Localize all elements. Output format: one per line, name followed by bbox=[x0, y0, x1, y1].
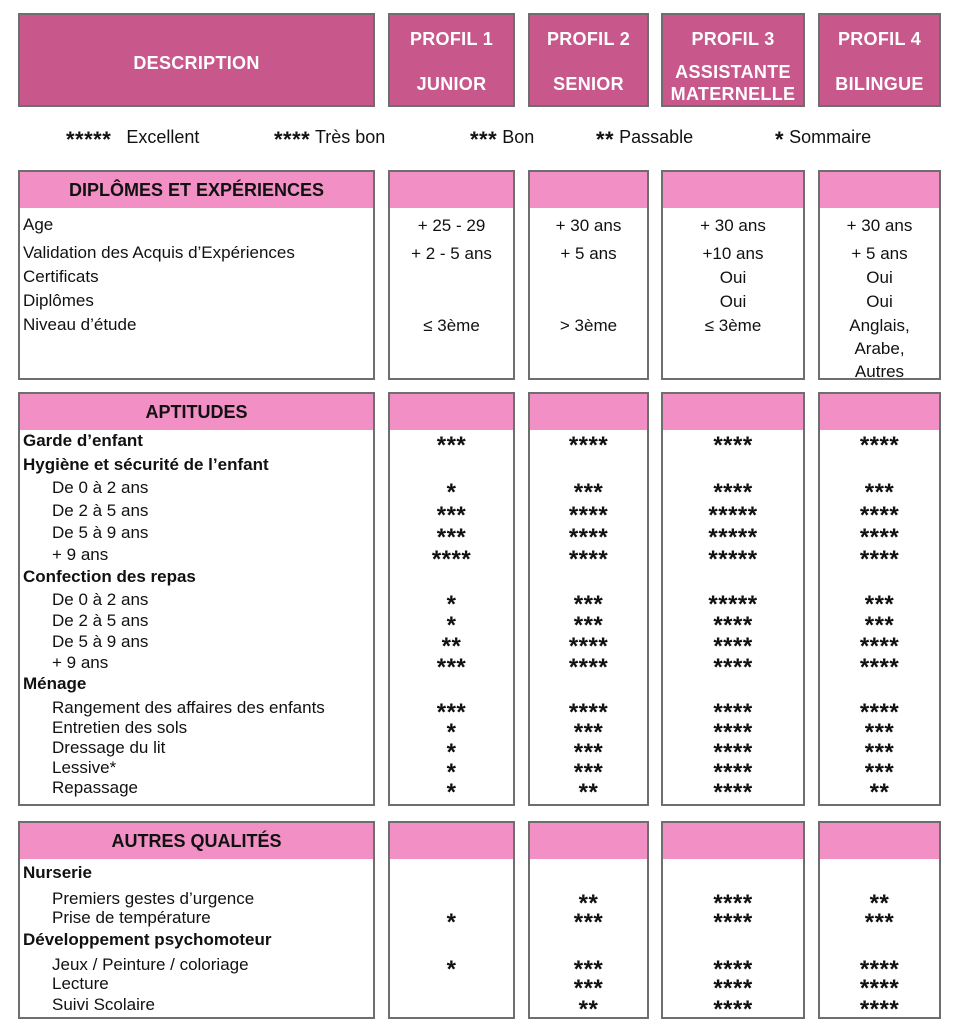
row-label-nurserie: Nurserie bbox=[23, 863, 92, 882]
rating-stars: ** bbox=[869, 890, 890, 917]
row-label-validation-des-acquis-d-experiences: Validation des Acquis d’Expériences bbox=[23, 243, 295, 262]
rating-stars: ** bbox=[578, 890, 599, 917]
profile-value: + 30 ans bbox=[700, 216, 766, 235]
section-header-bar bbox=[663, 172, 803, 208]
rating-stars: * bbox=[446, 479, 457, 506]
profile-1-header bbox=[388, 13, 515, 107]
rating-stars: ** bbox=[869, 779, 890, 806]
rating-stars: ***** bbox=[708, 502, 758, 529]
description-header bbox=[18, 13, 375, 107]
rating-stars: **** bbox=[859, 432, 900, 459]
row-label-premiers-gestes-d-urgence: Premiers gestes d’urgence bbox=[52, 889, 255, 908]
profile-subtitle: JUNIOR bbox=[416, 74, 487, 94]
rating-stars: *** bbox=[573, 759, 604, 786]
rating-stars: *** bbox=[864, 591, 895, 618]
rating-stars: **** bbox=[859, 633, 900, 660]
profile-value: + 2 - 5 ans bbox=[411, 244, 492, 263]
rating-stars: * bbox=[446, 719, 457, 746]
rating-stars: ** bbox=[578, 779, 599, 806]
legend-stars: ** bbox=[596, 127, 615, 152]
rating-stars: **** bbox=[568, 546, 609, 573]
profile-4-header bbox=[818, 13, 941, 107]
rating-stars: **** bbox=[713, 633, 753, 660]
profile-subtitle: ASSISTANTE bbox=[675, 62, 791, 82]
row-label-garde-d-enfant: Garde d’enfant bbox=[23, 431, 143, 450]
rating-stars: **** bbox=[568, 524, 609, 551]
rating-stars: **** bbox=[713, 739, 753, 766]
description-header-label: DESCRIPTION bbox=[133, 53, 260, 73]
section-profile-2-panel bbox=[528, 170, 649, 380]
rating-stars: **** bbox=[713, 612, 753, 639]
row-label-age: Age bbox=[23, 215, 54, 234]
rating-stars: * bbox=[446, 591, 457, 618]
row-label-lessive: Lessive* bbox=[52, 758, 117, 777]
row-label-certificats: Certificats bbox=[23, 267, 99, 286]
rating-stars: *** bbox=[864, 479, 895, 506]
rating-stars: ***** bbox=[708, 591, 758, 618]
rating-stars: *** bbox=[573, 612, 604, 639]
rating-stars: **** bbox=[713, 479, 753, 506]
row-label-de-2-a-5-ans: De 2 à 5 ans bbox=[52, 501, 149, 520]
profile-title: PROFIL 2 bbox=[546, 29, 631, 49]
profile-value: ≤ 3ème bbox=[423, 316, 480, 335]
profile-value: Autres bbox=[854, 362, 905, 381]
legend-stars: **** bbox=[274, 127, 311, 152]
rating-stars: **** bbox=[568, 432, 609, 459]
profile-value: + 30 ans bbox=[555, 216, 622, 235]
legend-stars: *** bbox=[470, 127, 498, 152]
row-label-developpement-psychomoteur: Développement psychomoteur bbox=[23, 930, 272, 949]
rating-stars: *** bbox=[436, 654, 467, 681]
rating-stars: *** bbox=[573, 956, 604, 983]
rating-stars: * bbox=[446, 739, 457, 766]
row-label-lecture: Lecture bbox=[52, 974, 109, 993]
section-header-bar bbox=[530, 823, 647, 859]
rating-stars: *** bbox=[573, 975, 604, 1002]
profile-3-header bbox=[661, 13, 805, 107]
rating-stars: *** bbox=[436, 502, 467, 529]
section-header-bar bbox=[390, 394, 513, 430]
row-label-prise-de-temperature: Prise de température bbox=[52, 908, 211, 927]
rating-stars: *** bbox=[436, 699, 467, 726]
rating-stars: **** bbox=[859, 956, 900, 983]
profile-title: PROFIL 4 bbox=[837, 29, 922, 49]
rating-stars: **** bbox=[859, 996, 900, 1023]
row-label-niveau-d-etude: Niveau d’étude bbox=[23, 315, 137, 334]
profile-subtitle: SENIOR bbox=[553, 74, 624, 94]
row-label-menage: Ménage bbox=[23, 674, 87, 693]
rating-stars: *** bbox=[573, 591, 604, 618]
rating-stars: * bbox=[446, 759, 457, 786]
profile-value: + 5 ans bbox=[560, 244, 617, 263]
rating-stars: * bbox=[446, 779, 457, 806]
rating-stars: **** bbox=[568, 633, 609, 660]
profile-value: Anglais, bbox=[849, 316, 910, 335]
rating-stars: * bbox=[446, 909, 457, 936]
profile-title: PROFIL 3 bbox=[691, 29, 775, 49]
legend-stars: * bbox=[775, 127, 785, 152]
section-header-bar bbox=[820, 823, 939, 859]
section-header-bar bbox=[820, 172, 939, 208]
legend-label: Sommaire bbox=[789, 127, 872, 147]
rating-stars: **** bbox=[713, 956, 753, 983]
legend-label: Bon bbox=[502, 127, 535, 147]
rating-stars: **** bbox=[568, 654, 609, 681]
profile-value: Oui bbox=[866, 268, 893, 287]
rating-stars: ** bbox=[578, 996, 599, 1023]
rating-stars: **** bbox=[859, 546, 900, 573]
row-label-jeux-peinture-coloriage: Jeux / Peinture / coloriage bbox=[52, 955, 249, 974]
rating-stars: **** bbox=[568, 699, 609, 726]
section-header-bar bbox=[820, 394, 939, 430]
rating-stars: ***** bbox=[708, 524, 758, 551]
rating-stars: *** bbox=[436, 432, 467, 459]
rating-stars: *** bbox=[573, 479, 604, 506]
rating-stars: **** bbox=[713, 996, 753, 1023]
rating-stars: **** bbox=[713, 719, 753, 746]
row-label-de-0-a-2-ans: De 0 à 2 ans bbox=[52, 590, 149, 609]
rating-stars: *** bbox=[864, 759, 895, 786]
rating-stars: *** bbox=[864, 612, 895, 639]
section-header-bar bbox=[663, 823, 803, 859]
rating-stars: ** bbox=[441, 633, 462, 660]
profile-value: +10 ans bbox=[702, 244, 764, 263]
rating-stars: **** bbox=[713, 654, 753, 681]
legend-item-sommaire bbox=[775, 127, 871, 153]
profile-value: ≤ 3ème bbox=[704, 316, 762, 335]
section-header-bar bbox=[530, 394, 647, 430]
row-label-hygiene-et-securite-de-l-enfant: Hygiène et sécurité de l’enfant bbox=[23, 455, 269, 474]
row-label-9-ans: + 9 ans bbox=[52, 545, 109, 564]
rating-stars: **** bbox=[713, 779, 753, 806]
profile-2-header bbox=[528, 13, 649, 107]
row-label-de-0-a-2-ans: De 0 à 2 ans bbox=[52, 478, 149, 497]
row-label-suivi-scolaire: Suivi Scolaire bbox=[52, 995, 155, 1014]
row-label-entretien-des-sols: Entretien des sols bbox=[52, 718, 188, 737]
row-label-de-5-a-9-ans: De 5 à 9 ans bbox=[52, 523, 149, 542]
rating-stars: * bbox=[446, 956, 457, 983]
rating-stars: **** bbox=[713, 909, 753, 936]
profile-value: Oui bbox=[866, 292, 893, 311]
legend-stars: ***** bbox=[66, 127, 112, 152]
rating-stars: *** bbox=[573, 909, 604, 936]
rating-stars: **** bbox=[859, 502, 900, 529]
legend-label: Très bon bbox=[314, 127, 386, 147]
rating-stars: *** bbox=[864, 909, 895, 936]
legend-label: Passable bbox=[619, 127, 694, 147]
rating-stars: ***** bbox=[708, 546, 758, 573]
profile-value: Oui bbox=[719, 268, 747, 287]
row-label-repassage: Repassage bbox=[52, 778, 139, 797]
legend-item-bon bbox=[470, 127, 534, 153]
profile-value: > 3ème bbox=[559, 316, 618, 335]
legend-item-excellent bbox=[66, 127, 199, 153]
section-header-bar bbox=[390, 172, 513, 208]
row-label-9-ans: + 9 ans bbox=[52, 653, 109, 672]
rating-stars: **** bbox=[568, 502, 609, 529]
legend-item-tres-bon bbox=[274, 127, 385, 153]
rating-stars: **** bbox=[859, 975, 900, 1002]
rating-stars: *** bbox=[573, 739, 604, 766]
rating-stars: **** bbox=[859, 524, 900, 551]
rating-stars: **** bbox=[713, 890, 753, 917]
section-title: DIPLÔMES ET EXPÉRIENCES bbox=[68, 180, 325, 200]
profile-value: Arabe, bbox=[854, 339, 905, 358]
section-header-bar bbox=[390, 823, 513, 859]
rating-stars: *** bbox=[573, 719, 604, 746]
legend-label: Excellent bbox=[126, 127, 200, 147]
legend-item-passable bbox=[596, 127, 693, 153]
profile-value: Oui bbox=[719, 292, 747, 311]
rating-stars: **** bbox=[713, 759, 753, 786]
rating-stars: * bbox=[446, 612, 457, 639]
row-label-rangement-des-affaires-des-enfants: Rangement des affaires des enfants bbox=[52, 698, 325, 717]
rating-stars: *** bbox=[436, 524, 467, 551]
row-label-de-2-a-5-ans: De 2 à 5 ans bbox=[52, 611, 149, 630]
profile-title: PROFIL 1 bbox=[409, 29, 494, 49]
profile-value: + 25 - 29 bbox=[417, 216, 486, 235]
rating-stars: **** bbox=[713, 699, 753, 726]
rating-stars: **** bbox=[431, 546, 472, 573]
rating-stars: **** bbox=[859, 654, 900, 681]
profile-value: + 5 ans bbox=[851, 244, 908, 263]
rating-stars: **** bbox=[713, 432, 753, 459]
row-label-diplomes: Diplômes bbox=[23, 291, 94, 310]
rating-stars: *** bbox=[864, 719, 895, 746]
section-header-bar bbox=[530, 172, 647, 208]
row-label-dressage-du-lit: Dressage du lit bbox=[52, 738, 166, 757]
profile-subtitle: MATERNELLE bbox=[670, 84, 796, 104]
section-title: AUTRES QUALITÉS bbox=[111, 831, 282, 851]
rating-stars: **** bbox=[859, 699, 900, 726]
section-profile-1-panel bbox=[388, 170, 515, 380]
section-header-bar bbox=[663, 394, 803, 430]
profile-value: + 30 ans bbox=[846, 216, 913, 235]
profile-subtitle: BILINGUE bbox=[835, 74, 924, 94]
rating-stars: **** bbox=[713, 975, 753, 1002]
row-label-de-5-a-9-ans: De 5 à 9 ans bbox=[52, 632, 149, 651]
rating-stars: *** bbox=[864, 739, 895, 766]
section-title: APTITUDES bbox=[145, 402, 248, 422]
row-label-confection-des-repas: Confection des repas bbox=[23, 567, 196, 586]
